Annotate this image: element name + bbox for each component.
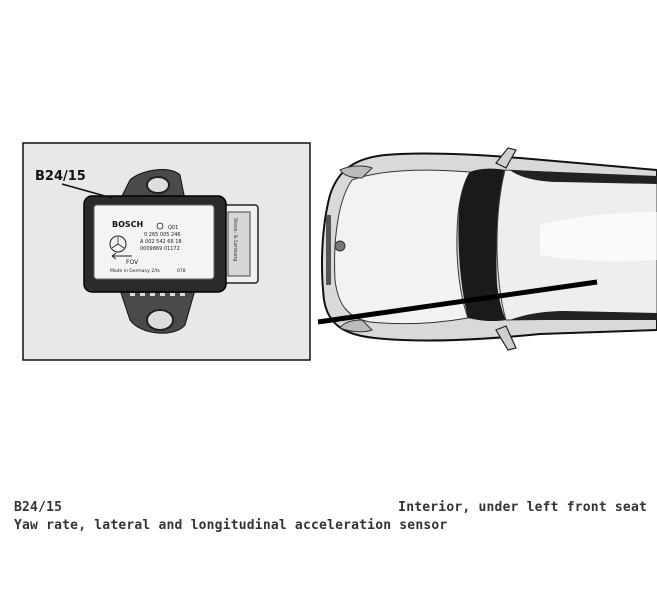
sensor-inset bbox=[23, 143, 310, 360]
sensor-bolt-hole-bottom bbox=[147, 310, 173, 330]
sensor-line3: A 002 542 66 18 bbox=[140, 239, 182, 245]
sensor-line4: 0009869 01172 bbox=[140, 246, 180, 252]
sensor-fov: FOV bbox=[126, 259, 139, 266]
sensor-bolt-hole-top bbox=[147, 177, 169, 193]
callout-label: B24/15 bbox=[35, 169, 86, 184]
connector-side-text: Stoss- & Lenkung bbox=[232, 218, 238, 262]
component-location: Interior, under left front seat bbox=[398, 500, 647, 515]
vehicle-top-view bbox=[318, 148, 657, 350]
sensor-connector-socket bbox=[228, 212, 250, 276]
sensor-line2: 0 265 005 246 bbox=[144, 232, 181, 238]
sensor-line1: Q01 bbox=[168, 225, 179, 231]
sensor-brand: BOSCH bbox=[112, 220, 144, 229]
component-code: B24/15 bbox=[14, 500, 63, 515]
sensor-code-tag: 078 bbox=[177, 269, 186, 274]
component-name: Yaw rate, lateral and longitudinal acceleration sensor bbox=[14, 518, 448, 533]
sensor-made-in: Made in Germany 2/ts bbox=[110, 269, 160, 274]
vehicle-star-emblem bbox=[335, 241, 345, 251]
vehicle-grille bbox=[326, 215, 331, 285]
